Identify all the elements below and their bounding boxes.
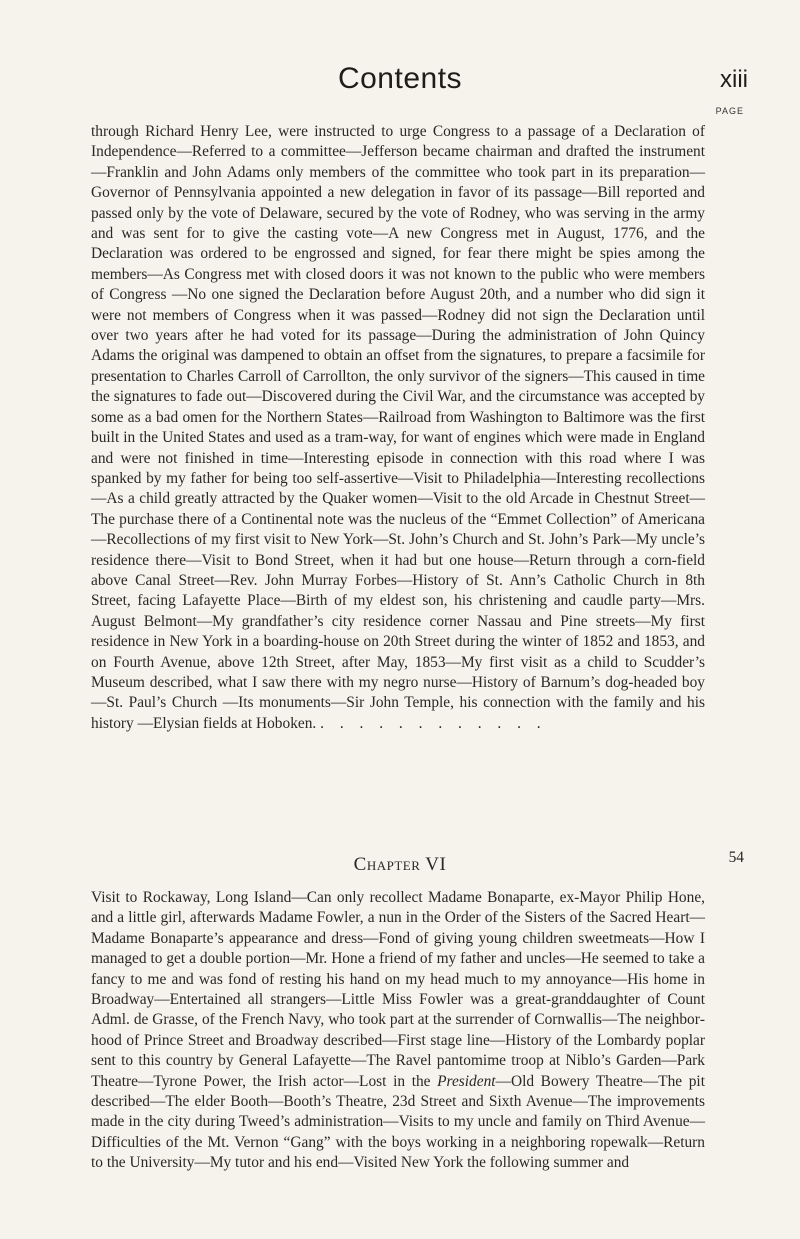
chapter-vi-summary xyxy=(91,888,705,1174)
page-number: xiii xyxy=(720,66,748,93)
chapter-vi-italic-ship-name: President xyxy=(437,1072,496,1090)
running-header-title: Contents xyxy=(337,62,463,95)
chapter-v-page-ref: 54 xyxy=(728,849,744,866)
chapter-v-summary-text: through Richard Henry Lee, were instructed to urge Congress to a passage of a Declaration of Independence—Referred to a committee—Jefferson became chairman and drafted the instrument—Franklin and John Adams only members of the committee who took part in its preparation—Governor of Pennsylvania appointed a new delegation in favor of its passage—Bill reported and passed only by the vote of Delaware, secured by the vote of Rodney, who was serving in the army and was sent for to give the casting vote—A new Congress met in August, 1776, and the Declaration was ordered to be engrossed and signed, for fear there might be spies among the members—As Congress met with closed doors it was not known to the public who were members of Congress —No one signed the Declaration before August 20th, and a number who did sign it were not members of Congress when it was passed—Rodney did not sign the Declaration until over two years after he had voted for its passage—During the administration of John Quincy Adams the original was dampened to obtain an offset from the signatures, to prepare a facsimile for presentation to Charles Carroll of Carrollton, the only survivor of the signers—This caused in time the signatures to fade out—Discovered during the Civil War, and the circumstance was accepted by some as a bad omen for the Northern States—Railroad from Washington to Baltimore was the first built in the United States and used as a tram-way, for want of engines which were made in England and were not finished in time—Interesting episode in connection with this road where I was spanked by my father for being too self-assertive—Visit to Philadelphia—Interesting recollections—As a child greatly attracted by the Quaker women—Visit to the old Arcade in Chestnut Street—The purchase there of a Continental note was the nucleus of the “Emmet Collection” of Americana—Recollections of my first visit to New York—St. John’s Church and St. John’s Park—My uncle’s residence there—Visit to Bond Street, when it had but one house—Return through a corn-field above Canal Street—Rev. John Murray Forbes—History of St. Ann’s Catholic Church in 8th Street, facing Lafayette Place—Birth of my eldest son, his christening and caudle party—Mrs. August Belmont—My grandfather’s city residence corner Nassau and Pine streets—My first residence in New York in a boarding-house on 20th Street during the winter of 1852 and 1853, and on Fourth Avenue, above 12th Street, after May, 1853—My first visit as a child to Scudder’s Museum described, what I saw there with my negro nurse—History of Barnum’s dog-headed boy—St. Paul’s Church —Its monuments—Sir John Temple, his connection with the family and his history —Elysian fields at Hoboken. xyxy=(91,123,705,732)
page-column-label: PAGE xyxy=(715,106,744,116)
chapter-vi-text-part1: Visit to Rockaway, Long Island—Can only recollect Madame Bonaparte, ex-Mayor Philip Hone, and a little girl, afterwards Madame Fowler, a nun in the Order of the Sisters of the Sacred Heart—Madame Bonaparte’s appearance and dress—Fond of giving young children sweetmeats—How I managed to get a double portion—Mr. Hone a friend of my father and uncles—He seemed to take a fancy to me and was fond of resting his hand on my head much to my annoyance—His home in Broadway—Entertained all strangers—Little Miss Fowler was a great-granddaughter of Count Adml. de Grasse, of the French Navy, who took part at the surrender of Cornwallis—The neighborhood of Prince Street and Broadway described—First stage line—History of the Lombardy poplar sent to this country by General Lafayette—The Ravel pantomime troop at Niblo’s Garden—Park Theatre—Tyrone Power, the Irish actor—Lost in the xyxy=(91,889,705,1090)
chapter-v-summary xyxy=(91,122,705,734)
dot-leader: . . . . . . . . . . . . xyxy=(320,714,547,732)
chapter-vi-heading: Chapter VI xyxy=(353,854,447,875)
chapter-vi-text-part2: —Old Bowery Theatre—The pit described—The elder Booth—Booth’s Theatre, 23d Street and Sixth Avenue—The improvements made in the city during Tweed’s administration—Visits to my uncle and family on Third Avenue—Difficulties of the Mt. Vernon “Gang” with the boys working in a neighboring ropewalk—Return to the University—My tutor and his end—Visited New York the following summer and xyxy=(91,1072,705,1172)
